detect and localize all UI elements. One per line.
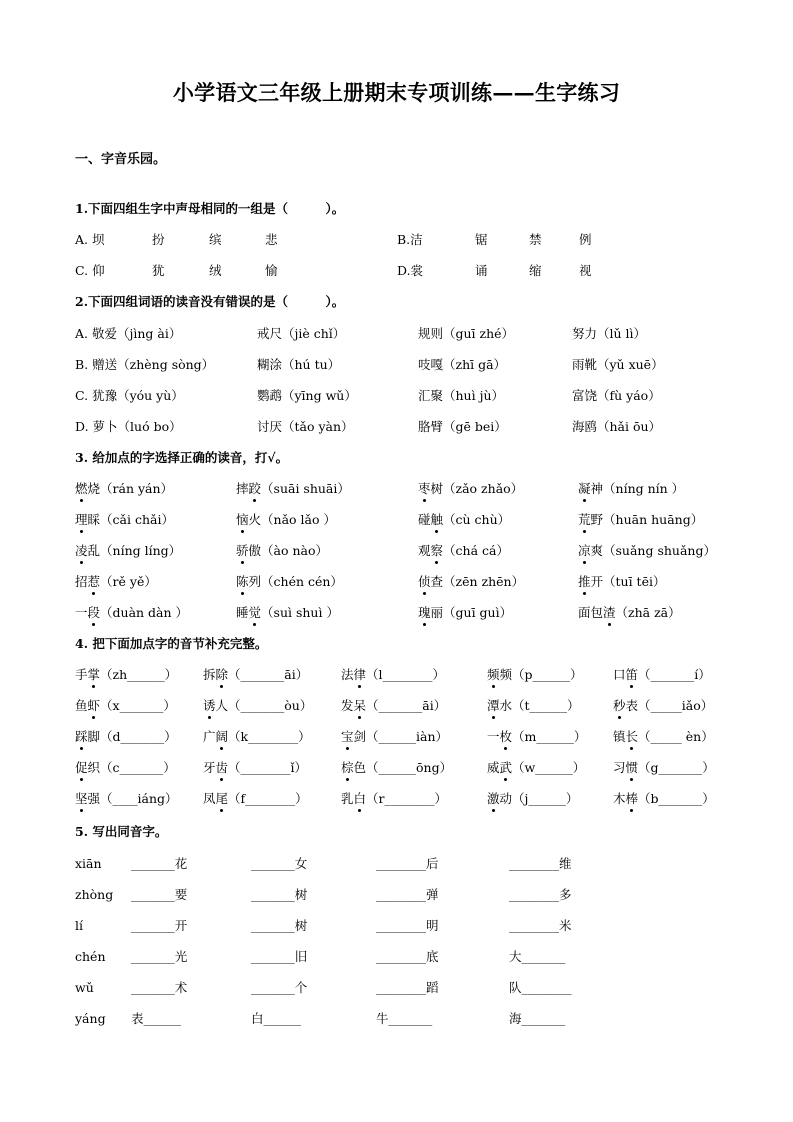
emphasis-dot-char: 长	[625, 729, 639, 744]
emphasis-dot-char: 骄	[236, 543, 249, 558]
q4-item: 牙齿（________ǐ）	[203, 760, 308, 775]
emphasis-dot-char: 宝	[341, 729, 354, 744]
emphasis-dot-char: 凌	[75, 543, 88, 558]
q4-item: 秒表（_____iǎo）	[613, 698, 714, 713]
q5-blank: ________后	[376, 856, 439, 871]
q1-option-b-label: B.洁	[397, 232, 423, 247]
q1-option-b-char: 锯	[475, 232, 488, 247]
q4-item: 拆除（_______āi）	[203, 667, 309, 682]
q4-item: 踩脚（d_______）	[75, 729, 177, 744]
q5-blank: _______女	[251, 856, 308, 871]
q4-item: 发呆（_______āi）	[341, 698, 447, 713]
emphasis-dot-char: 棕	[341, 760, 354, 775]
question-3-prompt: 3. 给加点的字选择正确的读音，打√。	[75, 450, 289, 465]
q1-option-c-label: C. 仰	[75, 263, 105, 278]
q3-item: 摔跤（suāi shuāi）	[236, 481, 350, 496]
q2-item: D. 萝卜（luó bo）	[75, 419, 182, 434]
emphasis-dot-char: 促	[75, 760, 88, 775]
q3-item: 瑰丽（guī guì）	[418, 605, 513, 620]
q4-item: 法律（l________）	[341, 667, 446, 682]
q5-blank: ________维	[509, 856, 572, 871]
q2-item: 吱嘎（zhī gā）	[418, 357, 507, 372]
q5-blank: ________底	[376, 949, 439, 964]
q5-blank: 表______	[131, 1011, 182, 1026]
q5-blank: ________蹈	[376, 980, 439, 995]
q4-item: 一枚（m______）	[487, 729, 587, 744]
q3-item: 骄傲（ào nào）	[236, 543, 328, 558]
emphasis-dot-char: 陈	[236, 574, 249, 589]
q2-item: 雨靴（yǔ xuē）	[572, 357, 664, 372]
emphasis-dot-char: 棒	[625, 791, 639, 806]
q2-item: 戒尺（jiè chǐ）	[257, 326, 346, 341]
emphasis-dot-char: 枚	[499, 729, 513, 744]
q3-item: 一段（duàn dàn ）	[75, 605, 189, 620]
q4-item: 棕色（______ōng）	[341, 760, 453, 775]
emphasis-dot-char: 推	[578, 574, 591, 589]
q3-item: 荒野（huān huāng）	[578, 512, 704, 527]
q1-option-d-char: 缩	[529, 263, 542, 278]
q5-blank: _______树	[251, 887, 308, 902]
q4-item: 习惯（g_______）	[613, 760, 715, 775]
q4-item: 潭水（t______）	[487, 698, 580, 713]
q3-item: 面包渣（zhā zā）	[578, 605, 681, 620]
q1-option-a-char: 悲	[265, 232, 278, 247]
q5-blank: _______要	[131, 887, 188, 902]
emphasis-dot-char: 白	[353, 791, 367, 806]
q1-option-c-char: 绒	[209, 263, 222, 278]
q4-item: 凤尾（f________）	[203, 791, 308, 806]
q3-item: 理睬（cǎi chǎi）	[75, 512, 174, 527]
q2-item: B. 赠送（zhèng sòng）	[75, 357, 215, 372]
emphasis-dot-char: 呆	[353, 698, 367, 713]
emphasis-dot-char: 诱	[203, 698, 216, 713]
q5-blank: 大_______	[509, 949, 566, 964]
emphasis-dot-char: 恼	[236, 512, 249, 527]
q1-option-a-char: 缤	[209, 232, 222, 247]
q5-blank: _______个	[251, 980, 308, 995]
q3-item: 恼火（nǎo lǎo ）	[236, 512, 336, 527]
emphasis-dot-char: 渣	[603, 605, 616, 620]
q5-pinyin: xiān	[75, 856, 102, 871]
emphasis-dot-char: 惯	[625, 760, 639, 775]
q3-item: 凌乱（níng líng）	[75, 543, 182, 558]
q2-item: C. 犹豫（yóu yù）	[75, 388, 184, 403]
q3-item: 陈列（chén cén）	[236, 574, 343, 589]
q5-blank: _______术	[131, 980, 188, 995]
emphasis-dot-char: 频	[487, 667, 500, 682]
q5-pinyin: chén	[75, 949, 106, 964]
emphasis-dot-char: 尾	[215, 791, 229, 806]
q3-item: 推开（tuī tēi）	[578, 574, 666, 589]
emphasis-dot-char: 除	[215, 667, 229, 682]
emphasis-dot-char: 跤	[248, 481, 262, 496]
emphasis-dot-char: 凉	[578, 543, 591, 558]
q1-option-b-char: 禁	[529, 232, 542, 247]
q5-blank: ________米	[509, 918, 572, 933]
q2-item: 规则（guī zhé）	[418, 326, 515, 341]
q2-item: 胳臂（gē bei）	[418, 419, 507, 434]
q5-blank: _______树	[251, 918, 308, 933]
q2-item: A. 敬爱（jìng ài）	[75, 326, 182, 341]
q1-option-a-label: A. 坝	[75, 232, 105, 247]
emphasis-dot-char: 坚	[75, 791, 88, 806]
q4-item: 手掌（zh______）	[75, 667, 178, 682]
q4-item: 坚强（____iáng）	[75, 791, 178, 806]
q3-item: 观察（chá cá）	[418, 543, 509, 558]
q1-option-c-char: 愉	[265, 263, 278, 278]
q3-item: 睡觉（suì shuì ）	[236, 605, 339, 620]
q5-pinyin: wǔ	[75, 980, 94, 995]
q4-item: 木棒（b_______）	[613, 791, 715, 806]
emphasis-dot-char: 掌	[87, 667, 101, 682]
q2-item: 汇聚（huì jù）	[418, 388, 504, 403]
q4-item: 宝剑（______iàn）	[341, 729, 449, 744]
q1-option-c-char: 犹	[152, 263, 165, 278]
q3-item: 侦查（zēn zhēn）	[418, 574, 525, 589]
emphasis-dot-char: 触	[430, 512, 444, 527]
q5-blank: ________多	[509, 887, 572, 902]
question-1-prompt: 1.下面四组生字中声母相同的一组是（ ）。	[75, 201, 345, 216]
q5-blank: 队________	[509, 980, 572, 995]
emphasis-dot-char: 律	[353, 667, 367, 682]
emphasis-dot-char: 凝	[578, 481, 591, 496]
q5-pinyin: lí	[75, 918, 83, 933]
emphasis-dot-char: 潭	[487, 698, 500, 713]
q2-item: 努力（lǔ lì）	[572, 326, 647, 341]
page-title: 小学语文三年级上册期末专项训练——生字练习	[172, 80, 621, 105]
q4-item: 口笛（_______í）	[613, 667, 711, 682]
q3-item: 招惹（rě yě）	[75, 574, 157, 589]
q1-option-a-char: 扮	[152, 232, 165, 247]
emphasis-dot-char: 武	[499, 760, 513, 775]
q5-blank: ________明	[376, 918, 439, 933]
question-4-prompt: 4. 把下面加点字的音节补充完整。	[75, 636, 268, 651]
q3-item: 枣树（zǎo zhǎo）	[418, 481, 524, 496]
q1-option-d-label: D.裳	[397, 263, 424, 278]
emphasis-dot-char: 踩	[75, 729, 88, 744]
q5-blank: _______开	[131, 918, 188, 933]
emphasis-dot-char: 燃	[75, 481, 88, 496]
question-2-prompt: 2.下面四组词语的读音没有错误的是（ ）。	[75, 294, 345, 309]
q2-item: 鹦鹉（yīng wǔ）	[257, 388, 357, 403]
emphasis-dot-char: 察	[430, 543, 444, 558]
emphasis-dot-char: 阔	[215, 729, 229, 744]
emphasis-dot-char: 理	[75, 512, 88, 527]
emphasis-dot-char: 枣	[418, 481, 431, 496]
emphasis-dot-char: 秒	[613, 698, 626, 713]
emphasis-dot-char: 惹	[87, 574, 101, 589]
q4-item: 频频（p______）	[487, 667, 583, 682]
q4-item: 激动（j______）	[487, 791, 579, 806]
q4-item: 乳白（r________）	[341, 791, 448, 806]
q1-option-d-char: 视	[579, 263, 592, 278]
section-heading: 一、字音乐园。	[75, 152, 167, 167]
q4-item: 广阔（k________）	[203, 729, 311, 744]
q4-item: 诱人（_______òu）	[203, 698, 313, 713]
q4-item: 镇长（_____ èn）	[613, 729, 714, 744]
q1-option-d-char: 诵	[475, 263, 488, 278]
emphasis-dot-char: 荒	[578, 512, 591, 527]
q5-blank: 海_______	[509, 1011, 566, 1026]
q5-blank: _______光	[131, 949, 188, 964]
emphasis-dot-char: 觉	[248, 605, 262, 620]
q5-blank: 牛_______	[376, 1011, 433, 1026]
q3-item: 凝神（níng nín ）	[578, 481, 685, 496]
q1-option-b-char: 例	[579, 232, 592, 247]
emphasis-dot-char: 笛	[625, 667, 639, 682]
emphasis-dot-char: 侦	[418, 574, 431, 589]
emphasis-dot-char: 瑰	[418, 605, 431, 620]
emphasis-dot-char: 激	[487, 791, 500, 806]
q4-item: 威武（w______）	[487, 760, 586, 775]
emphasis-dot-char: 段	[87, 605, 101, 620]
q4-item: 鱼虾（x_______）	[75, 698, 176, 713]
q5-blank: 白______	[251, 1011, 302, 1026]
q2-item: 糊涂（hú tu）	[257, 357, 341, 372]
q5-blank: ________弹	[376, 887, 439, 902]
q3-item: 凉爽（suǎng shuǎng）	[578, 543, 716, 558]
q3-item: 碰触（cù chù）	[418, 512, 511, 527]
q2-item: 讨厌（tǎo yàn）	[257, 419, 354, 434]
q2-item: 海鸥（hǎi ōu）	[572, 419, 662, 434]
q4-item: 促织（c_______）	[75, 760, 176, 775]
emphasis-dot-char: 虾	[87, 698, 101, 713]
q5-pinyin: zhòng	[75, 887, 114, 902]
emphasis-dot-char: 齿	[215, 760, 229, 775]
q5-blank: _______旧	[251, 949, 308, 964]
question-5-prompt: 5. 写出同音字。	[75, 824, 168, 839]
q5-blank: _______花	[131, 856, 188, 871]
q5-pinyin: yáng	[75, 1011, 106, 1026]
q3-item: 燃烧（rán yán）	[75, 481, 174, 496]
q2-item: 富饶（fù yáo）	[572, 388, 661, 403]
